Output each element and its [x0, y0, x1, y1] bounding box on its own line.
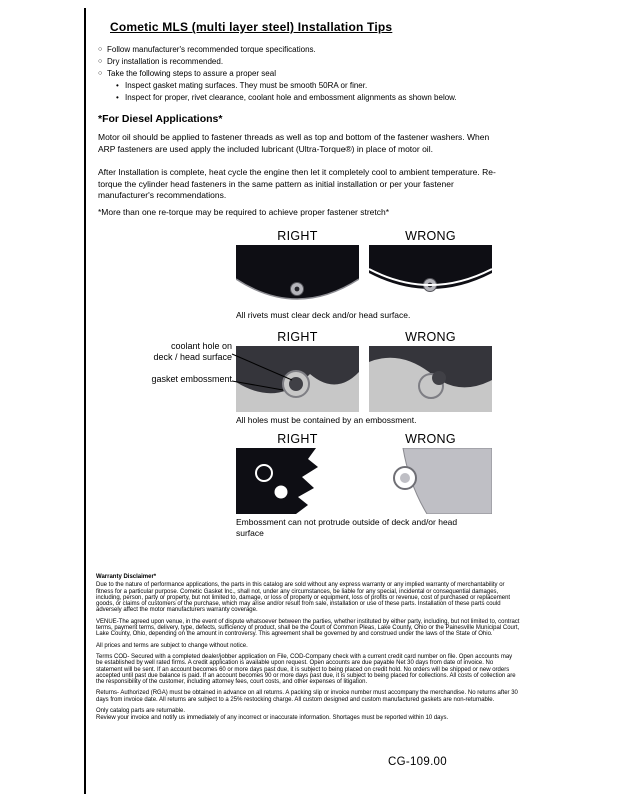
tip-item	[98, 44, 457, 56]
tip-text: Inspect gasket mating surfaces. They must be smooth 50RA or finer.	[125, 81, 368, 90]
wrong-label: WRONG	[405, 432, 456, 446]
tip-item	[98, 68, 457, 80]
catalog-returnable-line: Only catalog parts are returnable.	[96, 708, 186, 715]
dot-bullet-icon: •	[116, 81, 119, 90]
embossment-protrudes-deck-diagram	[369, 448, 492, 514]
venue-paragraph: VENUE-The agreed upon venue, in the event of dispute whatsoever between the parties, whether instituted by either party, including, but not limited to, contract terms, payment terms, delivery, type, defects, sufficiency of product, shall be the Court of Common Pleas, Lake County, Ohio or the Painesville Municipal Court, Lake County, Ohio, depending on the amount in controversy. This agreement shall be governed by and construed under the laws of the State of Ohio.	[96, 618, 520, 638]
tip-text: Take the following steps to assure a proper seal	[107, 69, 276, 78]
diagram-caption-rivets: All rivets must clear deck and/or head surface.	[236, 310, 411, 320]
warranty-disclaimer-block	[96, 574, 520, 727]
page-edge-line	[84, 8, 86, 794]
retorque-note: *More than one re-torque may be required to achieve proper fastener stretch*	[98, 207, 390, 217]
tip-text: Inspect for proper, rivet clearance, coolant hole and embossment alignments as shown below.	[125, 93, 457, 102]
embossment-inside-deck-diagram	[236, 448, 359, 514]
annotation-connector-lines	[230, 346, 300, 401]
disclaimer-paragraph: Due to the nature of performance applications, the parts in this catalog are sold without any express warranty or any implied warranty of merchantability or fitness for a particular purpose. Cometic Gasket Inc., shall not, under any circumstances, be liable for any special, incidental or consequential damages, including, person, party or property, but not limited to, damage, or loss of property or equipment, loss of profits or revenue, cost of purchased or replacement goods, or claims of customers of the purchase, which may arise and/or result from sale, installation or use of these parts. Installation of these parts could adversely affect the motor manufacturers warranty coverage.	[96, 582, 511, 614]
diagram-caption-holes: All holes must be contained by an embossment.	[236, 415, 417, 425]
diagram-caption-protrusion: Embossment can not protrude outside of deck and/or head surface	[236, 517, 458, 538]
page-code: CG-109.00	[388, 756, 447, 768]
diagram-row-rivets	[236, 229, 492, 320]
page-title: Cometic MLS (multi layer steel) Installation Tips	[110, 20, 393, 34]
rivet-clears-surface-diagram	[236, 245, 359, 307]
right-label: RIGHT	[277, 229, 318, 243]
coolant-hole-annotation: coolant hole on deck / head surface	[153, 341, 232, 362]
tip-subitem	[116, 80, 457, 92]
right-label: RIGHT	[277, 432, 318, 446]
diesel-applications-heading: *For Diesel Applications*	[98, 113, 223, 125]
returns-paragraph: Returns- Authorized (RGA) must be obtained in advance on all returns. A packing slip or invoice number must accompany the merchandise. No returns after 30 days from invoice date. All returns are subject to a 25% restocking charge. All custom designed and custom manufactured gaskets are non-returnable.	[96, 690, 518, 703]
dot-bullet-icon: •	[116, 93, 119, 102]
tip-text: Dry installation is recommended.	[107, 57, 224, 66]
gasket-embossment-annotation: gasket embossment	[151, 374, 232, 384]
installation-tips-list	[98, 44, 457, 104]
diagram-row-protrusion	[236, 432, 492, 539]
diesel-paragraph-2: After Installation is complete, heat cycle the engine then let it completely cool to ambient temperature. Re-torque the cylinder head fasteners in the same pattern as initial installation or per your fastener manufacturer's recommendations.	[98, 167, 496, 200]
terms-cod-paragraph: Terms COD- Secured with a completed dealer/jobber application on File, COD-Company check with a current credit card number on file. Open accounts may be established by well rated firms. A credit application is available upon request. Open accounts are due payable Net 30 days from date of invoice. No statement will be sent. If an account becomes 60 or more days past due, it is subject to being placed on credit hold. No orders will be shipped or new orders accepted until past due balance is paid. If an account becomes 90 or more days past due, it is subject to being placed for collections. All costs of collection are the responsibility of the customer, including attorney fees, court costs, and other expenses of litigation.	[96, 653, 516, 686]
tip-subitem	[116, 92, 457, 104]
circle-bullet-icon: ○	[98, 46, 103, 53]
tip-text: Follow manufacturer's recommended torque specifications.	[107, 45, 316, 54]
wrong-label: WRONG	[405, 229, 456, 243]
circle-bullet-icon: ○	[98, 58, 103, 65]
circle-bullet-icon: ○	[98, 70, 103, 77]
warranty-disclaimer-heading: Warranty Disclaimer*	[96, 574, 157, 580]
rivet-overlaps-surface-diagram	[369, 245, 492, 307]
tip-item	[98, 56, 457, 68]
right-label: RIGHT	[277, 330, 318, 344]
wrong-label: WRONG	[405, 330, 456, 344]
review-invoice-line: Review your invoice and notify us immediately of any incorrect or inaccurate information. Shortages must be reported within 10 days.	[96, 715, 449, 722]
prices-terms-line: All prices and terms are subject to change without notice.	[96, 642, 248, 649]
diesel-paragraph-1: Motor oil should be applied to fastener threads as well as top and bottom of the fastener washers. When ARP fasteners are used apply the included lubricant (Ultra-Torque®) in place of motor oil.	[98, 132, 490, 154]
hole-not-contained-diagram	[369, 346, 492, 412]
